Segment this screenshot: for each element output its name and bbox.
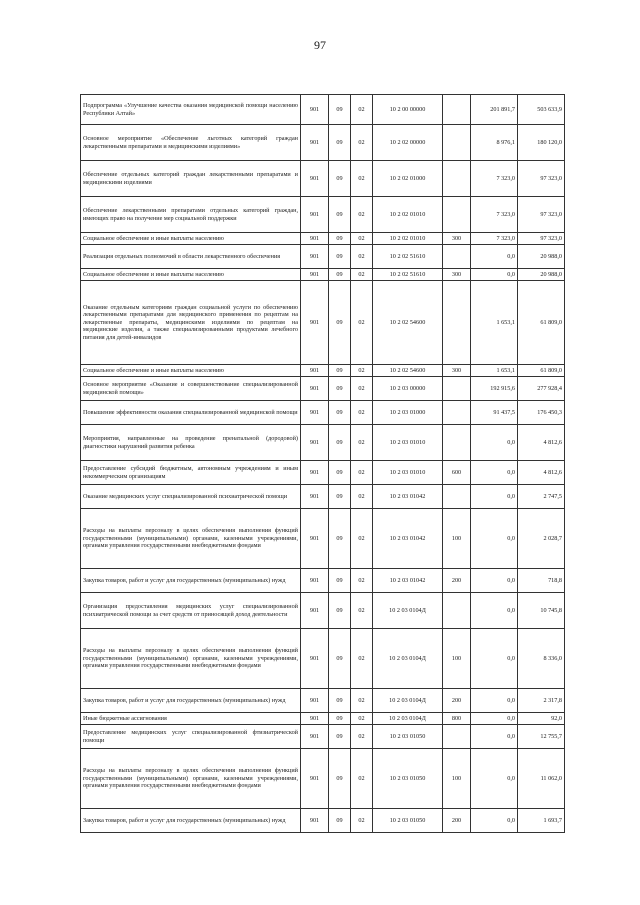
row-target-article-cell: 10 2 03 0104Д [373,689,443,713]
row-name-cell: Повышение эффективности оказания специализированной медицинской помощи [81,401,301,425]
row-expense-type-cell [443,95,471,125]
row-section-cell: 09 [329,269,351,281]
row-amount-year2-cell: 12 755,7 [518,725,565,749]
row-amount-year1-cell: 1 653,1 [471,281,518,365]
row-section-cell: 09 [329,749,351,809]
row-name-cell: Закупка товаров, работ и услуг для государственных (муниципальных) нужд [81,689,301,713]
row-admin-code-cell: 901 [301,233,329,245]
row-expense-type-cell [443,197,471,233]
row-section-cell: 09 [329,689,351,713]
row-section-cell: 09 [329,161,351,197]
row-admin-code-cell: 901 [301,689,329,713]
row-amount-year1-cell: 0,0 [471,629,518,689]
row-target-article-cell: 10 2 03 0104Д [373,629,443,689]
row-amount-year2-cell: 61 809,0 [518,281,565,365]
row-name-cell: Предоставление медицинских услуг специализированной фтизиатрической помощи [81,725,301,749]
row-amount-year2-cell: 176 450,3 [518,401,565,425]
row-expense-type-cell: 200 [443,689,471,713]
row-admin-code-cell: 901 [301,629,329,689]
row-amount-year1-cell: 0,0 [471,593,518,629]
table-row [81,95,565,125]
row-name-cell: Обеспечение лекарственными препаратами отдельных категорий граждан, имеющих право на получение мер социальной поддержки [81,197,301,233]
row-target-article-cell: 10 2 02 54600 [373,365,443,377]
row-name-cell: Закупка товаров, работ и услуг для государственных (муниципальных) нужд [81,809,301,833]
table-row [81,161,565,197]
row-name-cell: Социальное обеспечение и иные выплаты населению [81,233,301,245]
row-expense-type-cell [443,725,471,749]
row-amount-year1-cell: 0,0 [471,713,518,725]
row-section-cell: 09 [329,509,351,569]
row-amount-year2-cell: 277 928,4 [518,377,565,401]
row-subsection-cell: 02 [351,593,373,629]
row-target-article-cell: 10 2 03 01050 [373,809,443,833]
row-subsection-cell: 02 [351,365,373,377]
row-subsection-cell: 02 [351,569,373,593]
row-amount-year1-cell: 201 891,7 [471,95,518,125]
row-section-cell: 09 [329,233,351,245]
row-subsection-cell: 02 [351,425,373,461]
row-amount-year1-cell: 0,0 [471,269,518,281]
row-admin-code-cell: 901 [301,725,329,749]
table-row [81,377,565,401]
row-name-cell: Обеспечение отдельных категорий граждан лекарственными препаратами и медицинскими изделиями [81,161,301,197]
row-name-cell: Расходы на выплаты персоналу в целях обеспечения выполнения функций государственными (муниципальными) органами, казенными учреждениями, органами управления государственными внебюджетными фондами [81,629,301,689]
row-section-cell: 09 [329,197,351,233]
row-amount-year2-cell: 180 120,0 [518,125,565,161]
row-amount-year2-cell: 718,8 [518,569,565,593]
row-amount-year2-cell: 2 747,5 [518,485,565,509]
row-expense-type-cell: 100 [443,509,471,569]
row-admin-code-cell: 901 [301,569,329,593]
row-amount-year1-cell: 7 323,0 [471,161,518,197]
row-section-cell: 09 [329,629,351,689]
row-expense-type-cell: 200 [443,809,471,833]
row-expense-type-cell [443,245,471,269]
row-section-cell: 09 [329,401,351,425]
row-amount-year1-cell: 1 653,1 [471,365,518,377]
row-name-cell: Социальное обеспечение и иные выплаты населению [81,269,301,281]
row-admin-code-cell: 901 [301,809,329,833]
row-amount-year2-cell: 97 323,0 [518,161,565,197]
row-target-article-cell: 10 2 03 01000 [373,401,443,425]
row-subsection-cell: 02 [351,809,373,833]
row-amount-year2-cell: 97 323,0 [518,197,565,233]
row-target-article-cell: 10 2 03 01010 [373,425,443,461]
row-expense-type-cell [443,593,471,629]
row-admin-code-cell: 901 [301,365,329,377]
row-amount-year2-cell: 4 812,6 [518,425,565,461]
row-target-article-cell: 10 2 02 51610 [373,245,443,269]
row-amount-year2-cell: 92,0 [518,713,565,725]
table-row [81,125,565,161]
row-amount-year1-cell: 0,0 [471,245,518,269]
budget-table [80,94,565,833]
row-subsection-cell: 02 [351,629,373,689]
row-section-cell: 09 [329,125,351,161]
row-name-cell: Организация предоставления медицинских услуг специализированной психиатрической помощи за счет средств от приносящей доход деятельности [81,593,301,629]
row-amount-year2-cell: 4 812,6 [518,461,565,485]
row-amount-year2-cell: 97 323,0 [518,233,565,245]
row-amount-year1-cell: 8 976,1 [471,125,518,161]
row-name-cell: Закупка товаров, работ и услуг для государственных (муниципальных) нужд [81,569,301,593]
row-target-article-cell: 10 2 03 01050 [373,749,443,809]
row-amount-year1-cell: 0,0 [471,425,518,461]
table-row [81,401,565,425]
table-row [81,593,565,629]
row-name-cell: Оказание медицинских услуг специализированной психиатрической помощи [81,485,301,509]
row-target-article-cell: 10 2 02 01010 [373,233,443,245]
row-subsection-cell: 02 [351,713,373,725]
row-expense-type-cell [443,485,471,509]
row-name-cell: Мероприятия, направленные на проведение пренатальной (дородовой) диагностики нарушений развития ребенка [81,425,301,461]
row-amount-year1-cell: 0,0 [471,461,518,485]
row-name-cell: Предоставление субсидий бюджетным, автономным учреждениям и иным некоммерческим организациям [81,461,301,485]
row-target-article-cell: 10 2 02 00000 [373,125,443,161]
row-expense-type-cell [443,281,471,365]
row-amount-year1-cell: 0,0 [471,509,518,569]
table-row [81,269,565,281]
table-row [81,809,565,833]
row-name-cell: Реализация отдельных полномочий в области лекарственного обеспечения [81,245,301,269]
row-amount-year1-cell: 91 437,5 [471,401,518,425]
row-admin-code-cell: 901 [301,161,329,197]
row-amount-year1-cell: 0,0 [471,569,518,593]
row-target-article-cell: 10 2 03 01010 [373,461,443,485]
row-name-cell: Основное мероприятие «Оказание и совершенствование специализированной медицинской помощи» [81,377,301,401]
row-amount-year1-cell: 7 323,0 [471,233,518,245]
row-amount-year1-cell: 0,0 [471,689,518,713]
row-admin-code-cell: 901 [301,125,329,161]
row-section-cell: 09 [329,569,351,593]
row-target-article-cell: 10 2 03 01042 [373,569,443,593]
row-expense-type-cell: 300 [443,365,471,377]
row-section-cell: 09 [329,485,351,509]
row-subsection-cell: 02 [351,509,373,569]
table-row [81,365,565,377]
row-target-article-cell: 10 2 03 0104Д [373,713,443,725]
table-row [81,245,565,269]
row-admin-code-cell: 901 [301,269,329,281]
row-amount-year1-cell: 0,0 [471,749,518,809]
row-subsection-cell: 02 [351,125,373,161]
row-admin-code-cell: 901 [301,281,329,365]
row-subsection-cell: 02 [351,281,373,365]
row-amount-year1-cell: 0,0 [471,809,518,833]
row-target-article-cell: 10 2 03 01042 [373,509,443,569]
row-amount-year1-cell: 0,0 [471,485,518,509]
row-admin-code-cell: 901 [301,509,329,569]
row-target-article-cell: 10 2 00 00000 [373,95,443,125]
row-name-cell: Основное мероприятие «Обеспечение льготных категорий граждан лекарственными препаратами и медицинскими изделиями» [81,125,301,161]
row-amount-year2-cell: 20 988,0 [518,245,565,269]
table-row [81,725,565,749]
row-amount-year2-cell: 2 028,7 [518,509,565,569]
row-expense-type-cell: 100 [443,629,471,689]
row-amount-year2-cell: 11 062,0 [518,749,565,809]
row-target-article-cell: 10 2 02 01000 [373,161,443,197]
row-target-article-cell: 10 2 03 0104Д [373,593,443,629]
row-name-cell: Оказание отдельным категориям граждан социальной услуги по обеспечению лекарственными препаратами для медицинского применения по рецептам на лекарственные препараты, медицинскими изделиями по рецептам на медицинские изделия, а также специализированными продуктами лечебного питания для детей-инвалидов [81,281,301,365]
row-section-cell: 09 [329,425,351,461]
table-row [81,749,565,809]
row-amount-year2-cell: 61 809,0 [518,365,565,377]
row-target-article-cell: 10 2 03 01042 [373,485,443,509]
row-subsection-cell: 02 [351,749,373,809]
row-admin-code-cell: 901 [301,485,329,509]
table-row [81,713,565,725]
row-amount-year2-cell: 1 693,7 [518,809,565,833]
row-expense-type-cell: 600 [443,461,471,485]
row-expense-type-cell: 300 [443,233,471,245]
row-subsection-cell: 02 [351,233,373,245]
row-target-article-cell: 10 2 03 01050 [373,725,443,749]
row-subsection-cell: 02 [351,401,373,425]
row-expense-type-cell: 300 [443,269,471,281]
row-subsection-cell: 02 [351,269,373,281]
budget-table-body [81,95,565,833]
row-name-cell: Расходы на выплаты персоналу в целях обеспечения выполнения функций государственными (муниципальными) органами, казенными учреждениями, органами управления государственными внебюджетными фондами [81,509,301,569]
table-row [81,197,565,233]
row-section-cell: 09 [329,713,351,725]
table-row [81,569,565,593]
row-subsection-cell: 02 [351,689,373,713]
row-admin-code-cell: 901 [301,425,329,461]
table-row [81,689,565,713]
row-expense-type-cell: 200 [443,569,471,593]
row-subsection-cell: 02 [351,725,373,749]
row-amount-year2-cell: 503 633,9 [518,95,565,125]
row-target-article-cell: 10 2 02 51610 [373,269,443,281]
row-subsection-cell: 02 [351,461,373,485]
row-expense-type-cell: 800 [443,713,471,725]
row-section-cell: 09 [329,377,351,401]
row-amount-year1-cell: 0,0 [471,725,518,749]
table-row [81,425,565,461]
row-amount-year2-cell: 10 745,8 [518,593,565,629]
row-admin-code-cell: 901 [301,197,329,233]
table-row [81,485,565,509]
row-subsection-cell: 02 [351,377,373,401]
row-expense-type-cell: 100 [443,749,471,809]
row-amount-year1-cell: 7 323,0 [471,197,518,233]
row-section-cell: 09 [329,95,351,125]
table-row [81,629,565,689]
row-admin-code-cell: 901 [301,401,329,425]
row-expense-type-cell [443,401,471,425]
row-subsection-cell: 02 [351,245,373,269]
row-section-cell: 09 [329,725,351,749]
row-amount-year1-cell: 192 915,6 [471,377,518,401]
row-amount-year2-cell: 2 317,8 [518,689,565,713]
row-section-cell: 09 [329,593,351,629]
row-target-article-cell: 10 2 02 54600 [373,281,443,365]
row-amount-year2-cell: 8 336,0 [518,629,565,689]
table-row [81,281,565,365]
row-admin-code-cell: 901 [301,95,329,125]
table-row [81,233,565,245]
row-subsection-cell: 02 [351,95,373,125]
row-admin-code-cell: 901 [301,245,329,269]
row-name-cell: Расходы на выплаты персоналу в целях обеспечения выполнения функций государственными (муниципальными) органами, казенными учреждениями, органами управления государственными внебюджетными фондами [81,749,301,809]
page-number: 97 [314,38,326,52]
row-name-cell: Подпрограмма «Улучшение качества оказания медицинской помощи населению Республики Алтай» [81,95,301,125]
row-section-cell: 09 [329,245,351,269]
table-row [81,461,565,485]
row-expense-type-cell [443,425,471,461]
row-admin-code-cell: 901 [301,377,329,401]
row-target-article-cell: 10 2 03 00000 [373,377,443,401]
row-subsection-cell: 02 [351,197,373,233]
row-amount-year2-cell: 20 988,0 [518,269,565,281]
row-admin-code-cell: 901 [301,749,329,809]
row-section-cell: 09 [329,281,351,365]
row-subsection-cell: 02 [351,485,373,509]
row-target-article-cell: 10 2 02 01010 [373,197,443,233]
row-section-cell: 09 [329,365,351,377]
row-name-cell: Иные бюджетные ассигнования [81,713,301,725]
table-row [81,509,565,569]
row-expense-type-cell [443,125,471,161]
row-admin-code-cell: 901 [301,593,329,629]
row-name-cell: Социальное обеспечение и иные выплаты населению [81,365,301,377]
row-subsection-cell: 02 [351,161,373,197]
row-admin-code-cell: 901 [301,461,329,485]
row-section-cell: 09 [329,809,351,833]
row-admin-code-cell: 901 [301,713,329,725]
row-expense-type-cell [443,161,471,197]
row-expense-type-cell [443,377,471,401]
row-section-cell: 09 [329,461,351,485]
